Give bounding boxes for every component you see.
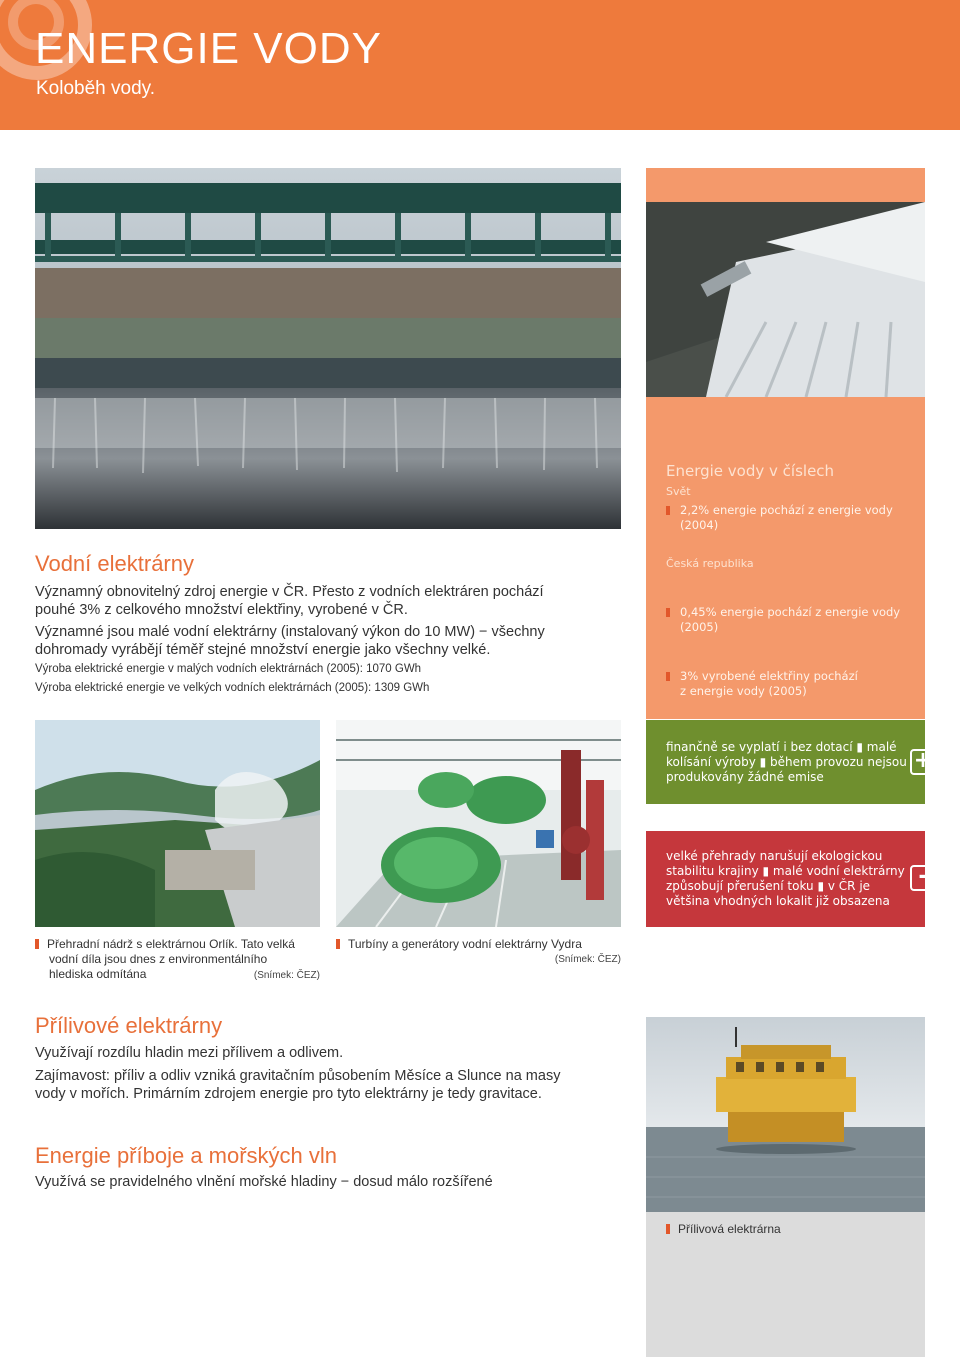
disadvantages-line-3: způsobují přerušení toku ▮ v ČR je bbox=[666, 879, 871, 893]
vodni-small-line-2: Výroba elektrické energie ve velkých vodních elektrárnách (2005): 1309 GWh bbox=[35, 682, 430, 694]
advantages-box bbox=[646, 720, 933, 804]
stats-cz-label: Česká republika bbox=[666, 557, 754, 570]
orlik-caption-line2: vodní díla jsou dnes z environmentálního bbox=[49, 952, 268, 966]
vydra-turbines-photo bbox=[336, 720, 621, 927]
advantages-line-2: kolísání výroby ▮ během provozu nejsou bbox=[666, 755, 907, 769]
page-title: ENERGIE VODY bbox=[35, 24, 382, 73]
plus-icon: + bbox=[910, 749, 936, 775]
weir-bridge-photo bbox=[35, 168, 621, 529]
dam-spillway-photo bbox=[646, 202, 925, 397]
disadvantages-box bbox=[646, 831, 928, 927]
stats-cz-item-2-line1: 3% vyrobené elektřiny pochází bbox=[680, 669, 858, 683]
stats-cz-item-2 bbox=[666, 669, 945, 699]
section-heading-prilivove: Přílivové elektrárny bbox=[35, 1013, 223, 1038]
disadvantages-line-4: většina vhodných lokalit již obsazena bbox=[666, 894, 890, 908]
bullet-icon bbox=[336, 939, 340, 949]
stats-cz-item-1 bbox=[666, 605, 945, 635]
orlik-caption-line1: Přehradní nádrž s elektrárnou Orlík. Tato velká bbox=[47, 937, 295, 951]
advantages-line-3: produkovány žádné emise bbox=[666, 770, 824, 784]
header-banner bbox=[0, 0, 960, 130]
stats-world-label: Svět bbox=[666, 485, 691, 498]
vodni-small-line-1: Výroba elektrické energie v malých vodních elektrárnách (2005): 1070 GWh bbox=[35, 663, 422, 675]
orlik-photo-credit: (Snímek: ČEZ) bbox=[253, 970, 320, 981]
bullet-icon bbox=[35, 939, 39, 949]
tidal-platform-photo bbox=[646, 1017, 925, 1212]
vydra-caption bbox=[336, 937, 621, 967]
orlik-caption bbox=[35, 937, 320, 982]
vodni-p2-line1: Významné jsou malé vodní elektrárny (instalovaný výkon do 10 MW) − všechny bbox=[35, 624, 545, 640]
stats-world-item-line2: (2004) bbox=[680, 518, 719, 532]
vodni-paragraph-1 bbox=[35, 583, 544, 619]
section-heading-vodni: Vodní elektrárny bbox=[35, 551, 194, 576]
right-column-strip bbox=[646, 168, 925, 202]
advantages-line-1: finančně se vyplatí i bez dotací ▮ malé bbox=[666, 740, 897, 754]
stats-cz-item-1-line1: 0,45% energie pochází z energie vody bbox=[680, 605, 901, 619]
stats-cz-item-2-line2: z energie vody (2005) bbox=[680, 684, 807, 698]
section-heading-priboj: Energie příboje a mořských vln bbox=[35, 1143, 338, 1168]
vodni-p2-line2: dohromady vyrábějí téměř stejné množství energie jako všechny velké. bbox=[35, 642, 491, 658]
prilivove-p2-line2: vody v mořích. Primárním zdrojem energie pro tyto elektrárny je tedy gravitace. bbox=[35, 1086, 542, 1102]
stats-box bbox=[646, 397, 925, 719]
vodni-p1-line1: Významný obnovitelný zdroj energie v ČR. Přesto z vodních elektráren pochází bbox=[35, 584, 544, 600]
disadvantages-line-1: velké přehrady narušují ekologickou bbox=[666, 849, 883, 863]
vydra-photo-credit: (Snímek: ČEZ) bbox=[554, 954, 621, 965]
orlik-reservoir-photo bbox=[35, 720, 320, 927]
prilivove-paragraph-1: Využívají rozdílu hladin mezi přílivem a odlivem. bbox=[35, 1045, 344, 1061]
priboj-paragraph-1: Využívá se pravidelného vlnění mořské hladiny − dosud málo rozšířené bbox=[35, 1174, 493, 1190]
stats-cz-item-1-line2: (2005) bbox=[680, 620, 719, 634]
tidal-caption bbox=[666, 1222, 781, 1237]
disadvantages-text bbox=[666, 849, 905, 909]
orlik-caption-line3: hlediska odmítána bbox=[49, 967, 147, 981]
stats-world-item-line1: 2,2% energie pochází z energie vody bbox=[680, 503, 893, 517]
prilivove-p2-line1: Zajímavost: příliv a odliv vzniká gravitačním působením Měsíce a Slunce na masy bbox=[35, 1068, 561, 1084]
page-subtitle: Koloběh vody. bbox=[36, 78, 156, 99]
stats-world-item bbox=[666, 503, 945, 533]
vodni-paragraph-2 bbox=[35, 623, 545, 659]
minus-icon: - bbox=[910, 865, 936, 891]
vodni-p1-line2: pouhé 3% z celkového množství elektřiny, vyrobené v ČR. bbox=[35, 602, 408, 618]
stats-title: Energie vody v číslech bbox=[666, 462, 835, 480]
bullet-icon bbox=[666, 1224, 670, 1234]
disadvantages-line-2: stabilitu krajiny ▮ malé vodní elektrárny bbox=[666, 864, 905, 878]
tidal-caption-text: Přílivová elektrárna bbox=[678, 1222, 781, 1236]
prilivove-paragraph-2 bbox=[35, 1067, 560, 1103]
vydra-caption-line1: Turbíny a generátory vodní elektrárny Vydra bbox=[348, 937, 582, 951]
advantages-text bbox=[666, 740, 907, 785]
